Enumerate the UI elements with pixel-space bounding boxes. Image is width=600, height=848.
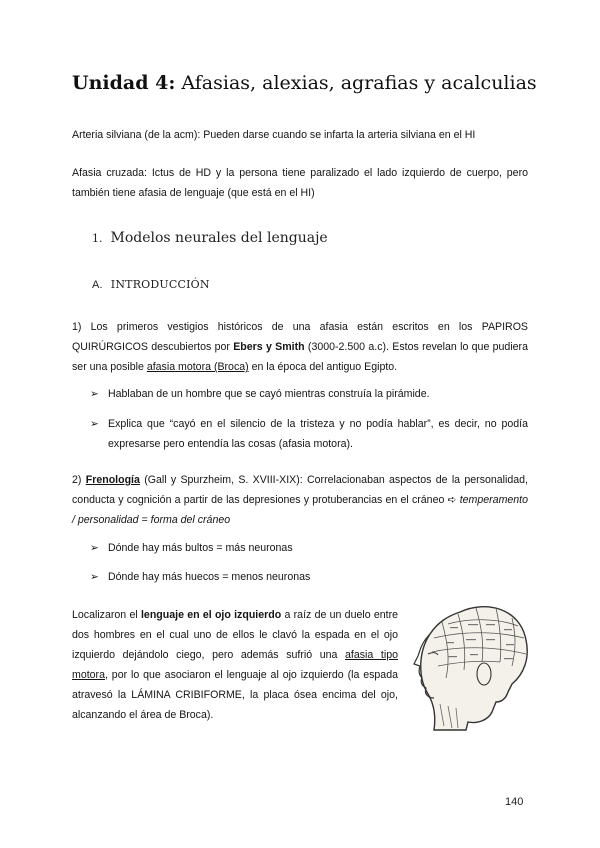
intro-paragraph-2: Afasia cruzada: Ictus de HD y la persona tiene paralizado el lado izquierdo de cuerpo, pero también tiene afasia de lenguaje (que está en el HI) (72, 167, 528, 199)
section-title: Modelos neurales del lenguaje (110, 230, 328, 246)
right-arrow-icon: ➪ (447, 494, 457, 506)
bullet-text: Dónde hay más huecos = menos neuronas (108, 571, 311, 583)
point-1-text-a: 1) Los primeros vestigios históricos de una afasia están escritos en los PAPIROS QUIRÚRGICOS descubiertos por (72, 321, 528, 353)
subsection-heading (92, 278, 210, 291)
point-2-bullet-2 (90, 567, 528, 587)
point-1-authors: Ebers y Smith (233, 341, 305, 353)
bullet-arrow-icon: ➢ (90, 418, 99, 430)
point-2-lead: 2) (72, 474, 82, 486)
point-1-bullet-2 (90, 414, 528, 454)
section-number: 1. (92, 232, 103, 245)
point-1-text-c: en la época del antiguo Egipto. (251, 361, 398, 373)
subsection-title: INTRODUCCIÓN (110, 278, 210, 291)
point-1-paragraph (72, 317, 528, 377)
final-text-c: , por lo que asociaron el lenguaje al ojo izquierdo (la espada atravesó la LÁMINA CRIBIFORME, la placa ósea encima del ojo, alcanzando el área de Broca). (72, 669, 398, 721)
bullet-text: Explica que “cayó en el silencio de la tristeza y no podía hablar”, es decir, no podía expresarse pero entendía las cosas (afasia motora). (108, 418, 528, 450)
final-text-a: Localizaron el (72, 609, 138, 621)
bullet-arrow-icon: ➢ (90, 571, 99, 583)
point-2-bullet-1 (90, 538, 528, 558)
bullet-arrow-icon: ➢ (90, 388, 99, 400)
point-1-bullet-1 (90, 384, 528, 404)
point-1-text-b: (3000-2.500 a.c). Estos revelan lo que pudiera ser una posible (72, 341, 528, 373)
section-heading (92, 230, 328, 246)
bullet-text: Hablaban de un hombre que se cayó mientras construía la pirámide. (108, 388, 430, 400)
bullet-text: Dónde hay más bultos = más neuronas (108, 542, 293, 554)
final-underlined-term: afasia tipo motora (72, 649, 398, 681)
intro-paragraph-1: Arteria silviana (de la acm): Pueden darse cuando se infarta la arteria silviana en el HI (72, 129, 476, 141)
final-paragraph (72, 605, 398, 725)
point-2-paragraph (72, 470, 528, 530)
title-unit: Unidad 4: (72, 72, 176, 94)
point-2-formula: temperamento / personalidad = forma del cráneo (72, 494, 529, 526)
page-title (72, 72, 542, 94)
page-number: 140 (505, 796, 524, 808)
title-topic: Afasias, alexias, agrafias y acalculias (181, 72, 537, 94)
phrenology-head-illustration (408, 594, 534, 734)
subsection-letter: A. (92, 279, 103, 291)
bullet-arrow-icon: ➢ (90, 542, 99, 554)
point-1-underlined-term: afasia motora (Broca) (146, 361, 249, 373)
point-2-term: Frenología (85, 474, 140, 486)
final-text-b: a raíz de un duelo entre dos hombres en el cual uno de ellos le clavó la espada en el ojo izquierdo dejándolo ciego, pero además sufrió una (72, 609, 399, 661)
point-2-text: (Gall y Spurzheim, S. XVIII-XIX): Correlacionaban aspectos de la personalidad, conducta y cognición a partir de las depresiones y protuberancias en el cráneo (72, 474, 528, 506)
final-bold-phrase: lenguaje en el ojo izquierdo (140, 609, 282, 621)
